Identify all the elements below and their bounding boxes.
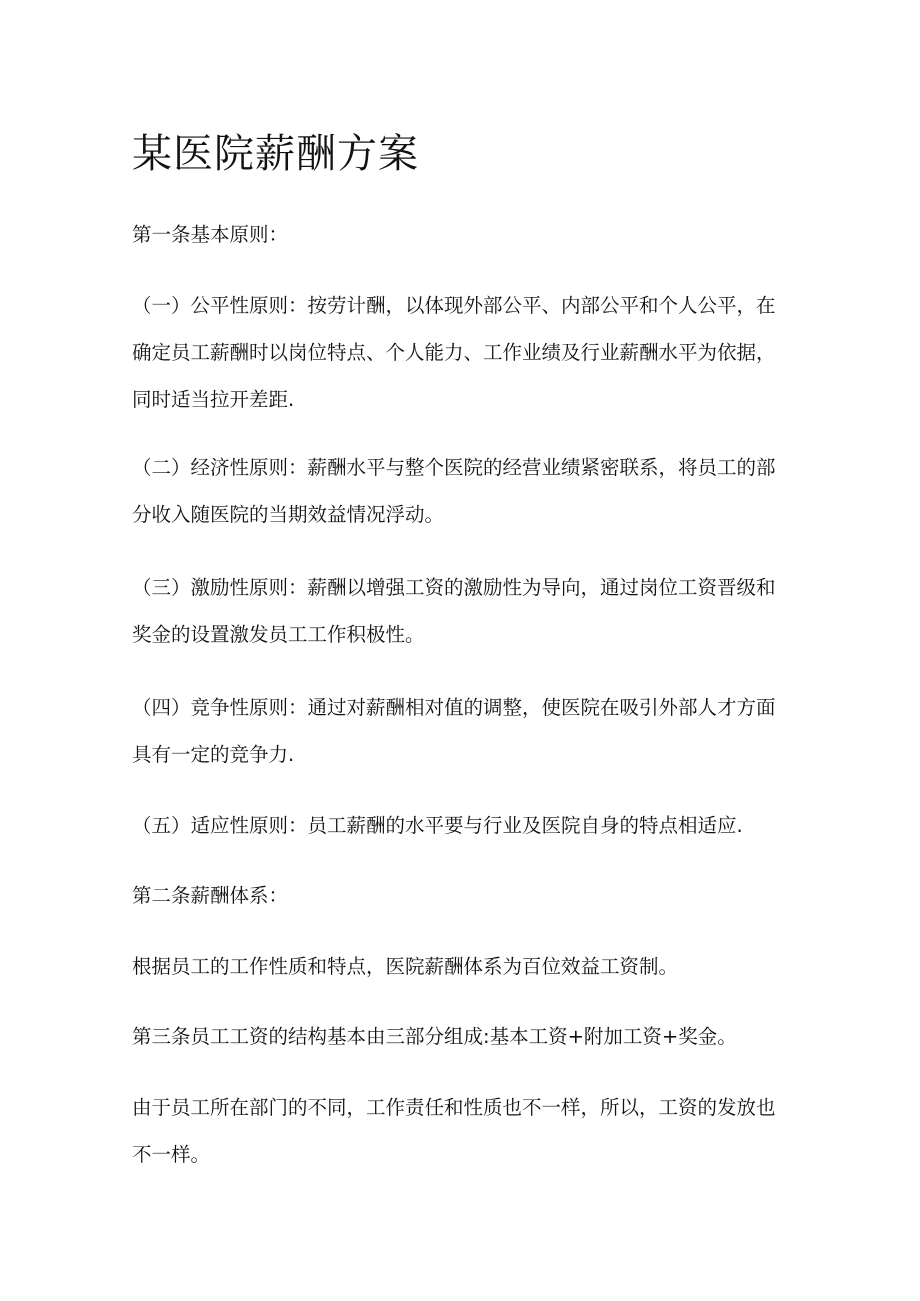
article-1-heading: 第一条基本原则： [132,223,289,246]
salary-system-text: 根据员工的工作性质和特点，医院薪酬体系为百位效益工资制。 [132,955,679,978]
article-3-text: 第三条员工工资的结构基本由三部分组成:基本工资+附加工资+奖金。 [132,1025,737,1048]
principle-competitiveness: （四）竞争性原则：通过对薪酬相对值的调整，使医院在吸引外部人才方面具有一定的竞争力. [132,696,776,766]
principle-fairness: （一）公平性原则：按劳计酬，以体现外部公平、内部公平和个人公平，在确定员工薪酬时以岗位特点、个人能力、工作业绩及行业薪酬水平为依据，同时适当拉开差距. [132,294,776,411]
salary-distribution-text: 由于员工所在部门的不同，工作责任和性质也不一样，所以，工资的发放也不一样。 [132,1096,776,1166]
principle-economy: （二）经济性原则：薪酬水平与整个医院的经营业绩紧密联系，将员工的部分收入随医院的当期效益情况浮动。 [132,456,776,526]
principle-incentive: （三）激励性原则：薪酬以增强工资的激励性为导向，通过岗位工资晋级和奖金的设置激发员工工作积极性。 [132,576,776,646]
article-2-heading: 第二条薪酬体系： [132,884,289,907]
principle-adaptability: （五）适应性原则：员工薪酬的水平要与行业及医院自身的特点相适应. [132,814,743,837]
document-title: 某医院薪酬方案 [132,131,419,177]
